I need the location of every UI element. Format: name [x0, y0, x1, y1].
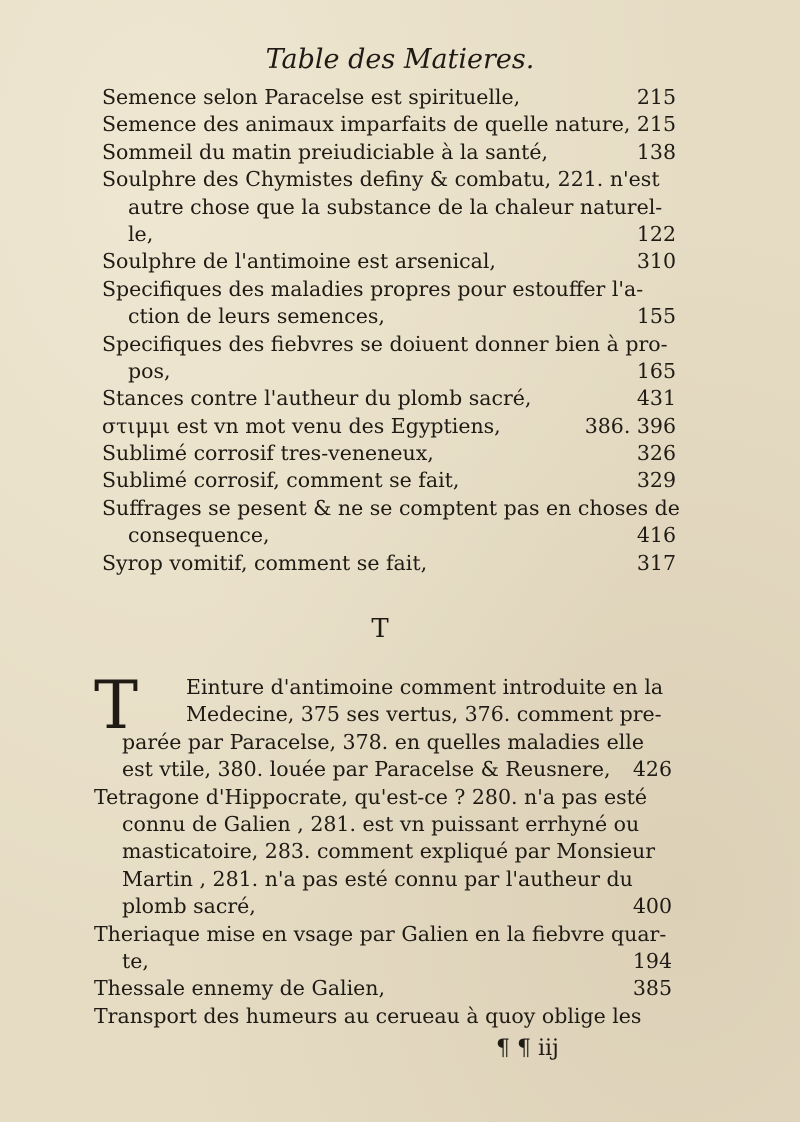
- page-number: 165: [636, 358, 676, 383]
- page-number: 426: [632, 757, 672, 782]
- entry-text: Soulphre de l'antimoine est arsenical,: [102, 249, 496, 274]
- entry-text: Medecine, 375 ses vertus, 376. comment pre-: [186, 702, 662, 727]
- entry-line: [102, 550, 676, 577]
- entry-text: Sommeil du matin preiudiciable à la santé,: [102, 139, 548, 164]
- page-number: 215: [636, 112, 676, 137]
- entry-text: parée par Paracelse, 378. en quelles maladies elle: [122, 729, 644, 754]
- index-entry: [94, 921, 672, 976]
- page-number: 326: [636, 441, 676, 466]
- signature-mark: ¶ ¶ iij: [496, 1036, 559, 1061]
- entry-text: ction de leurs semences,: [128, 304, 385, 329]
- entry-text: Stances contre l'autheur du plomb sacré,: [102, 386, 532, 411]
- entry-line: [102, 194, 676, 221]
- entry-text: autre chose que la substance de la chaleur naturel-: [128, 194, 663, 219]
- entry-line: [102, 221, 676, 248]
- page-number: 194: [632, 948, 672, 973]
- page-number: 138: [636, 139, 676, 164]
- entry-line: [102, 495, 680, 522]
- entry-text: Theriaque mise en vsage par Galien en la fiebvre quar-: [94, 921, 667, 946]
- entry-text: Einture d'antimoine comment introduite en la: [186, 675, 664, 699]
- page-number: 310: [636, 249, 676, 274]
- index-entry: [102, 440, 676, 467]
- index-entry: [102, 276, 676, 331]
- entry-text: Semence selon Paracelse est spirituelle,: [102, 85, 521, 109]
- entry-text: στιμμι est vn mot venu des Egyptiens,: [102, 413, 501, 438]
- entry-text: Tetragone d'Hippocrate, qu'est-ce ? 280. n'a pas esté: [94, 784, 648, 809]
- page-number: 329: [636, 468, 676, 493]
- entry-text: masticatoire, 283. comment expliqué par Monsieur: [122, 839, 656, 864]
- entry-line: [102, 139, 676, 166]
- entry-text: est vtile, 380. louée par Paracelse & Reusnere,: [122, 757, 611, 782]
- entry-line: [102, 467, 676, 494]
- entry-text: Sublimé corrosif, comment se fait,: [102, 468, 460, 493]
- entry-line: [102, 111, 676, 138]
- index-entry: [102, 331, 676, 386]
- index-entry: [94, 784, 672, 921]
- entry-text: Specifiques des fiebvres se doiuent donner bien à pro-: [102, 331, 668, 356]
- index-entry: [102, 111, 676, 138]
- entry-line: [94, 756, 672, 783]
- entry-line: [94, 838, 672, 865]
- page-number: 431: [636, 386, 676, 411]
- entry-line: [94, 701, 672, 728]
- page-number: 385: [632, 976, 672, 1001]
- entry-line: [94, 729, 672, 756]
- page-number: 215: [636, 85, 676, 109]
- entry-text: plomb sacré,: [122, 894, 256, 919]
- page-number: 400: [632, 894, 672, 919]
- entry-text: Transport des humeurs au cerueau à quoy oblige les: [94, 1003, 642, 1028]
- page-number: 155: [636, 304, 676, 329]
- index-entry: [102, 166, 676, 248]
- entry-text: Martin , 281. n'a pas esté connu par l'autheur du: [122, 866, 633, 891]
- running-head: Table des Matieres.: [265, 44, 535, 75]
- page-number: 386. 396: [584, 413, 676, 438]
- entry-line: [94, 811, 672, 838]
- entry-text: Semence des animaux imparfaits de quelle nature,: [102, 112, 631, 137]
- index-entry: [94, 667, 672, 784]
- index-entry: [102, 248, 676, 275]
- entry-line: [94, 784, 672, 811]
- index-entry: [102, 84, 676, 111]
- entry-text: Specifiques des maladies propres pour estouffer l'a-: [102, 276, 644, 301]
- entry-text: te,: [122, 948, 149, 973]
- entry-line: [94, 893, 672, 920]
- entry-text: le,: [128, 221, 154, 246]
- index-entry: [102, 495, 680, 550]
- index-entries-t: [94, 667, 672, 1030]
- entry-line: [94, 975, 672, 1002]
- entry-line: [102, 166, 676, 193]
- entry-line: [102, 331, 676, 358]
- letter-heading: T: [371, 614, 389, 644]
- entry-line: [102, 440, 676, 467]
- page-number: 122: [636, 221, 676, 246]
- entry-line: [102, 385, 676, 412]
- entry-text: Thessale ennemy de Galien,: [94, 976, 386, 1001]
- index-entries-s: [102, 84, 680, 577]
- index-entry: [94, 1003, 672, 1030]
- entry-line: [102, 84, 676, 111]
- index-entry: [102, 550, 676, 577]
- index-entry: [102, 413, 676, 440]
- entry-line: [102, 276, 676, 303]
- entry-line: [94, 866, 672, 893]
- entry-text: Suffrages se pesent & ne se comptent pas en choses de: [102, 495, 680, 520]
- index-entry: [94, 975, 672, 1002]
- page-number: 416: [636, 523, 676, 548]
- entry-line: [94, 674, 672, 701]
- index-entry: [102, 467, 676, 494]
- entry-text: Sublimé corrosif tres-veneneux,: [102, 441, 434, 466]
- entry-line: [102, 248, 676, 275]
- entry-text: connu de Galien , 281. est vn puissant errhyné ou: [122, 811, 640, 836]
- entry-line: [94, 921, 672, 948]
- page-number: 317: [636, 550, 676, 575]
- entry-line: [94, 948, 672, 975]
- entry-line: [102, 522, 676, 549]
- entry-text: Syrop vomitif, comment se fait,: [102, 550, 428, 575]
- drop-cap: T: [94, 667, 139, 744]
- entry-text: pos,: [128, 358, 171, 383]
- entry-line: [102, 303, 676, 330]
- index-entry: [102, 385, 676, 412]
- entry-line: [102, 358, 676, 385]
- index-entry: [102, 139, 676, 166]
- entry-line: [102, 413, 676, 440]
- entry-line: [94, 1003, 672, 1030]
- entry-text: Soulphre des Chymistes definy & combatu, 221. n'est: [102, 167, 660, 192]
- entry-text: consequence,: [128, 523, 270, 548]
